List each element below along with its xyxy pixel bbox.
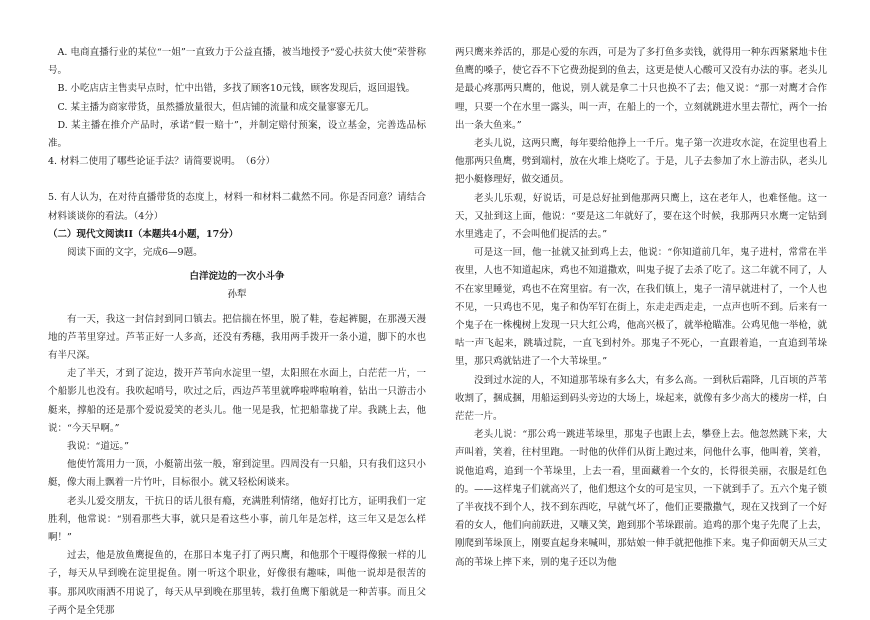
option-a: A. 电商直播行业的某位“一姐”一直致力于公益直播，被当地授予“爱心扶贫大使”荣誉称号。 (48, 47, 426, 77)
story-paragraph: 可是这一回，他一扯就又扯到鸡上去，他说：“你知道前几年，鬼子进村，常常在半夜里，人也不知道起床，鸡也不知道撒欢，叫鬼子捉了去杀了吃了。这二年就不同了，人不在家里睡觉，鸡也不在窝里宿。有一次，在我们镇上，鬼子一清早就进村了，一个人也不见，一只鸡也不见，鬼子和伪军钉在街上，东走走西走走，一点声也听不到。后来有一个鬼子在一株槐树上发现一只大红公鸡，他高兴极了，就举枪瞄准。公鸡见他一举枪，就咕一声飞起来，跳墙过院，一直飞到村外。那鬼子不死心，一直跟着追，一直追到苇垛里，那只鸡就钻进了一个大苇垛里。” (455, 247, 827, 368)
story-author: 孙犁 (227, 289, 247, 301)
right-column (455, 44, 827, 572)
story-paragraph: 没到过水淀的人，不知道那苇垛有多么大，有多么高。一到秋后霜降，几百顷的芦苇收割了，捆成捆，用船运到码头旁边的大场上，垛起来，就像有多少高大的楼房一样，白茫茫一片。 (455, 374, 827, 423)
story-title: 白洋淀边的一次小斗争 (189, 271, 285, 283)
story-paragraph: 他使竹篙用力一顶，小艇箭出弦一般，窜到淀里。四周没有一只船，只有我们这只小艇，像大雨上飘着一片竹叶，目标很小。就又轻松闲谈来。 (48, 459, 426, 489)
option-b: B. 小吃店店主售卖早点时，忙中出错，多找了顾客10元钱，顾客发现后，返回退钱。 (57, 83, 416, 95)
story-paragraph: 老头儿说：“那公鸡一跳进苇垛里，那鬼子也跟上去，攀登上去。他忽然跳下来，大声叫着，笑着，往村里跑。一时他的伙伴们从街上跑过来，问他什么事，他叫着，笑着，说他追鸡，追到一个苇垛里，上去一看，里面藏着一个女的，长得很美丽，衣服是红色的。——这样鬼子们就高兴了，他们想这个女的可是宝贝，一下就到手了。五六个鬼子锁了半夜找不到个人，找不到东西吃，早就气坏了，他们正要撒撒气，现在又找到了一个好看的女人，他们向前跃进，又嚷又笑，跑到那个苇垛跟前。追鸡的那个鬼子先爬了上去，刚爬到苇垛顶上，刚要直起身来喊叫，那姑娘一伸手就把他推下来。鬼子仰面朝天从三丈高的苇垛上摔下来，别的鬼子还以为他 (455, 429, 827, 568)
option-c: C. 某主播为商家带货，虽然播放量很大，但店铺的流量和成交量寥寥无几。 (57, 101, 375, 113)
question-5: 5. 有人认为，在对待直播带货的态度上，材料一和材料二截然不同。你是否同意？请结合材料谈谈你的看法。（4分） (48, 192, 426, 222)
story-paragraph: 有一天，我这一封信封到同口镇去。把信揣在怀里，脱了鞋，卷起裤腿，在那漫天漫地的芦苇里穿过。芦苇正好一人多高，还没有秀穗，我用两手拨开一条小道，脚下的水也有半尺深。 (48, 313, 426, 362)
story-paragraph: 老头儿爱交朋友，干抗日的话儿很有瘾，充满胜利情绪，他好打比方，证明我们一定胜利，他常说：“别看那些大事，就只是看这些小事，前几年是怎样，这三年又是怎么样啊！” (48, 495, 426, 544)
story-paragraph: 我说：“道远。” (67, 441, 129, 453)
question-4: 4. 材料二使用了哪些论证手法？请简要说明。 （6分） (48, 156, 276, 168)
story-paragraph: 走了半天，才到了淀边，拨开芦苇向水淀里一望，太阳照在水面上，白茫茫一片，一个船影儿也没有。我吹起哨号，吹过之后，西边芦苇里就哗啦哗啦响着，钻出一只游击小艇来，撑船的还是那个爱说爱笑的老头儿。他一见是我，忙把船靠拢了岸。我跳上去，他说：“今天早啊。” (48, 368, 426, 434)
option-d: D. 某主播在推介产品时，承诺“假一赔十”，并制定赔付预案，设立基金，完善选品标准。 (48, 119, 426, 150)
story-paragraph: 老头儿乐观，好说话，可是总好扯到他那两只鹰上，这在老年人，也难怪他。这一天，又扯到这上面，他说：“要是这二年就好了，要在这个时候，我那两只水鹰一定钻到水里逃走了，不会叫他们捉活的去。” (455, 192, 827, 241)
left-column (48, 44, 426, 620)
section-heading: （二）现代文阅读II（本题共4小题，17分） (48, 228, 239, 240)
answer-space (48, 171, 426, 189)
story-paragraph: 两只鹰来养活的，那是心爱的东西，可是为了多打鱼多卖钱，就得用一种东西紧紧地卡住鱼鹰的嗓子，使它吞不下它费劲捉到的鱼去，这更是使人心酸可又没有办法的事。老头儿是最心疼那两只鹰的，他说，别人就是拿二十只也换不了去；他又说：“那一对鹰才合作哩，只要一个在水里一露头，叫一声，在船上的一个，立刻就跳进水里去帮忙，两个一抬出一条大鱼来。” (455, 47, 827, 131)
story-paragraph: 过去，他是放鱼鹰捉鱼的，在那日本鬼子打了两只鹰，和他那个干嘎得像猴一样的儿子，每天从早到晚在淀里捉鱼。刚一听这个职业，好像很有趣味，叫他一说却是很苦的事。那风吹雨洒不用说了，每天从早到晚在那里转，栽打鱼鹰下船就是一种苦事。而且父子两个是全凭那 (48, 550, 426, 616)
story-paragraph: 老头儿说，这两只鹰，每年要给他挣上一千斤。鬼子第一次进攻水淀，在淀里也看上他那两只鱼鹰，劈到端村，放在火堆上烧吃了。于是，儿子去参加了水上游击队，老头儿把小艇修理好，做交通员。 (455, 138, 827, 186)
reading-instruction: 阅读下面的文字，完成6—9题。 (67, 247, 203, 259)
